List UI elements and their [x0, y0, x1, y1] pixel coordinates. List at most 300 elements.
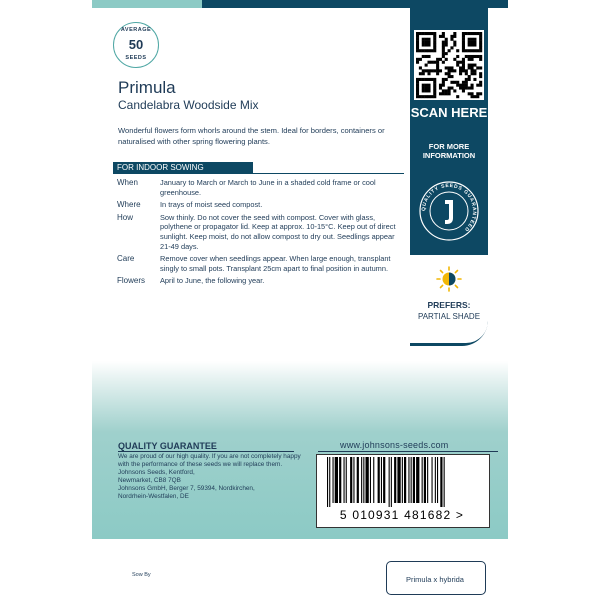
barcode-bar — [329, 457, 330, 507]
qr-module — [430, 49, 433, 52]
qr-module — [433, 95, 436, 98]
qr-module — [433, 46, 436, 49]
qr-module — [422, 49, 425, 52]
qr-module — [416, 78, 419, 81]
qr-module — [462, 41, 465, 44]
qr-module — [473, 78, 476, 81]
qr-module — [448, 87, 451, 90]
barcode-bar — [370, 457, 371, 503]
qr-module — [453, 32, 456, 35]
qr-module — [433, 61, 436, 64]
website-link[interactable]: www.johnsons-seeds.com — [340, 440, 449, 450]
qr-module — [471, 72, 474, 75]
qr-module — [473, 49, 476, 52]
qr-module — [433, 32, 436, 35]
qr-module — [459, 72, 462, 75]
qr-module — [450, 38, 453, 41]
average-seeds-badge — [113, 22, 159, 68]
qr-module — [427, 43, 430, 46]
qr-module — [479, 81, 482, 84]
qr-module — [425, 84, 428, 87]
qr-module — [462, 64, 465, 67]
qr-module — [442, 61, 445, 64]
qr-module — [427, 49, 430, 52]
barcode-bar — [427, 457, 428, 503]
qr-module — [445, 38, 448, 41]
product-variety: Candelabra Woodside Mix — [118, 98, 259, 112]
qr-module — [476, 32, 479, 35]
qr-module — [442, 46, 445, 49]
qr-module — [419, 78, 422, 81]
qr-module — [427, 61, 430, 64]
barcode-bar — [357, 457, 359, 503]
sow-by-label: Sow By — [132, 572, 151, 578]
qr-module — [427, 55, 430, 58]
barcode-bar — [411, 457, 412, 503]
qr-module — [468, 38, 471, 41]
qr-module — [430, 69, 433, 72]
qr-module — [465, 81, 468, 84]
qr-module — [427, 95, 430, 98]
qr-module — [450, 87, 453, 90]
guarantee-underline — [118, 451, 294, 452]
qr-module — [442, 52, 445, 55]
qr-module — [442, 92, 445, 95]
instruction-row — [117, 178, 407, 197]
qr-module — [471, 66, 474, 69]
qr-module — [462, 89, 465, 92]
qr-module — [425, 43, 428, 46]
qr-module — [448, 49, 451, 52]
qr-module — [442, 55, 445, 58]
qr-module — [419, 49, 422, 52]
qr-module — [433, 49, 436, 52]
qr-module — [471, 38, 474, 41]
qr-module — [427, 84, 430, 87]
qr-module — [416, 46, 419, 49]
qr-module — [465, 84, 468, 87]
qr-module — [425, 95, 428, 98]
qr-module — [479, 35, 482, 38]
qr-module — [427, 69, 430, 72]
qr-module — [425, 89, 428, 92]
qr-module — [442, 89, 445, 92]
qr-module — [436, 72, 439, 75]
barcode-bar — [381, 457, 382, 503]
partial-shade-icon — [436, 266, 462, 292]
qr-module — [468, 49, 471, 52]
qr-module — [468, 66, 471, 69]
barcode-bar — [339, 457, 341, 503]
qr-module — [468, 32, 471, 35]
instruction-label: Care — [117, 254, 135, 264]
qr-module — [427, 87, 430, 90]
barcode-bar — [363, 457, 364, 503]
qr-module — [471, 64, 474, 67]
qr-module — [479, 38, 482, 41]
qr-module — [479, 72, 482, 75]
qr-module — [416, 35, 419, 38]
barcode-bar — [335, 457, 338, 503]
qr-module — [439, 92, 442, 95]
qr-module — [416, 92, 419, 95]
qr-module — [462, 69, 465, 72]
qr-module — [479, 55, 482, 58]
qr-module — [445, 89, 448, 92]
qr-module — [476, 66, 479, 69]
qr-module — [471, 43, 474, 46]
qr-module — [416, 95, 419, 98]
qr-module — [439, 69, 442, 72]
qr-module — [468, 87, 471, 90]
qr-module — [416, 49, 419, 52]
qr-module — [427, 72, 430, 75]
qr-module — [442, 78, 445, 81]
qr-module — [416, 32, 419, 35]
instruction-text: Sow thinly. Do not cover the seed with compost. Cover with glass, polythene or propagator lid. Keep at approx. 10-15°C. Keep out of direct sunlight. Keep moist, do not allow compost to dry out. Seedlings appear 21-49 days. — [160, 212, 396, 251]
qr-module — [465, 69, 468, 72]
qr-module — [425, 78, 428, 81]
qr-module — [479, 41, 482, 44]
barcode-bar — [361, 457, 362, 503]
qr-module — [433, 89, 436, 92]
qr-module — [425, 49, 428, 52]
qr-module — [456, 55, 459, 58]
qr-module — [416, 81, 419, 84]
qr-module — [476, 55, 479, 58]
qr-module — [453, 89, 456, 92]
qr-module — [427, 78, 430, 81]
qr-module — [445, 78, 448, 81]
qr-module — [439, 84, 442, 87]
qr-module — [459, 69, 462, 72]
barcode-bar — [383, 457, 385, 503]
indoor-sowing-heading: FOR INDOOR SOWING — [113, 162, 253, 173]
qr-module — [465, 32, 468, 35]
qr-module — [468, 43, 471, 46]
barcode-bar — [424, 457, 426, 503]
qr-module — [468, 41, 471, 44]
qr-module — [448, 72, 451, 75]
section-divider — [113, 173, 404, 174]
instruction-text: January to March or March to June in a shaded cold frame or cool greenhouse. — [160, 178, 376, 197]
qr-module — [442, 35, 445, 38]
barcode-bar — [327, 457, 328, 507]
instruction-text: April to June, the following year. — [160, 276, 265, 286]
barcode-bar — [404, 457, 406, 503]
guarantee-body: We are proud of our high quality. If you are not completely happy with the performance of these seeds we will replace them. — [118, 453, 301, 468]
qr-module — [473, 38, 476, 41]
qr-module — [433, 41, 436, 44]
address-line: Johnsons Seeds, Kentford, — [118, 469, 195, 476]
more-info-label: FOR MORE INFORMATION — [422, 142, 476, 160]
qr-module — [430, 32, 433, 35]
barcode-icon — [317, 455, 489, 507]
qr-module — [450, 81, 453, 84]
qr-module — [462, 87, 465, 90]
barcode-bar — [389, 457, 390, 507]
qr-module — [430, 78, 433, 81]
qr-module — [422, 69, 425, 72]
qr-module — [422, 95, 425, 98]
qr-module — [433, 84, 436, 87]
qr-module — [433, 69, 436, 72]
guarantee-text — [118, 453, 308, 501]
qr-module — [450, 46, 453, 49]
top-accent-teal — [92, 0, 202, 8]
qr-module — [450, 35, 453, 38]
qr-module — [425, 32, 428, 35]
barcode-bar — [408, 457, 409, 503]
qr-module — [442, 43, 445, 46]
qr-module — [448, 75, 451, 78]
qr-module — [476, 95, 479, 98]
barcode-bar — [391, 457, 392, 507]
qr-module — [462, 49, 465, 52]
qr-module — [456, 61, 459, 64]
barcode-bar — [435, 457, 436, 503]
instruction-label: How — [117, 212, 134, 222]
qr-module — [425, 87, 428, 90]
barcode-bar — [378, 457, 380, 503]
qr-module — [439, 87, 442, 90]
qr-module — [479, 58, 482, 61]
qr-module — [427, 38, 430, 41]
qr-module — [436, 64, 439, 67]
barcode-bar — [416, 457, 419, 503]
qr-module — [450, 69, 453, 72]
qr-module — [471, 92, 474, 95]
qr-module — [445, 43, 448, 46]
qr-module — [433, 81, 436, 84]
qr-module — [422, 41, 425, 44]
qr-module — [459, 84, 462, 87]
qr-module — [425, 41, 428, 44]
qr-module — [416, 84, 419, 87]
qr-module — [468, 75, 471, 78]
barcode-bar — [422, 457, 423, 503]
qr-module — [425, 69, 428, 72]
qr-module — [473, 41, 476, 44]
qr-module — [433, 78, 436, 81]
qr-module — [453, 58, 456, 61]
qr-module — [445, 41, 448, 44]
qr-module — [471, 49, 474, 52]
instruction-row — [117, 254, 407, 273]
qr-module — [448, 69, 451, 72]
barcode-bar — [373, 457, 374, 503]
qr-module — [453, 81, 456, 84]
barcode-bar — [394, 457, 396, 503]
qr-module — [433, 38, 436, 41]
top-accent-navy — [202, 0, 508, 8]
instruction-row — [117, 213, 407, 251]
instruction-row — [117, 200, 407, 210]
badge-top-text: AVERAGE — [120, 27, 152, 33]
qr-module — [459, 66, 462, 69]
qr-module — [442, 41, 445, 44]
qr-module — [476, 84, 479, 87]
qr-module — [419, 32, 422, 35]
badge-seed-count: 50 — [128, 37, 144, 52]
barcode-number: 5 010931 481682 > — [339, 508, 465, 522]
qr-module — [456, 49, 459, 52]
address-line: Nordrhein-Westfalen, DE — [118, 493, 189, 500]
qr-module — [442, 32, 445, 35]
qr-module — [479, 92, 482, 95]
barcode-bar — [440, 457, 442, 507]
qr-module — [468, 78, 471, 81]
qr-module — [462, 32, 465, 35]
qr-module — [465, 55, 468, 58]
instruction-text: Remove cover when seedlings appear. When large enough, transplant singly to small pots. Transplant 25cm apart to final position in autumn. — [160, 254, 391, 273]
qr-module — [416, 38, 419, 41]
barcode-bar — [413, 457, 415, 503]
qr-module — [422, 72, 425, 75]
barcode-bar — [350, 457, 352, 503]
qr-module — [436, 66, 439, 69]
barcode-bar — [432, 457, 433, 503]
qr-module — [468, 58, 471, 61]
instruction-label: Flowers — [117, 276, 146, 286]
qr-module — [422, 87, 425, 90]
qr-module — [445, 52, 448, 55]
species-name: Primula x hybrida — [406, 575, 464, 584]
qr-module — [416, 87, 419, 90]
qr-module — [456, 95, 459, 98]
qr-module — [479, 43, 482, 46]
qr-module — [471, 32, 474, 35]
qr-module — [459, 87, 462, 90]
instruction-row — [117, 276, 407, 286]
qr-module — [462, 43, 465, 46]
address-line: Johnsons GmbH, Berger 7, 59394, Nordkirchen, — [118, 485, 255, 492]
qr-module — [462, 38, 465, 41]
qr-module — [468, 55, 471, 58]
qr-module — [471, 58, 474, 61]
instruction-label: When — [117, 178, 138, 187]
barcode-bar — [353, 457, 354, 503]
qr-module — [479, 84, 482, 87]
qr-module — [473, 55, 476, 58]
seal-text: QUALITY SEEDS GUARANTEED — [420, 182, 478, 233]
qr-module — [462, 84, 465, 87]
qr-module — [459, 61, 462, 64]
qr-module — [439, 58, 442, 61]
qr-module — [416, 43, 419, 46]
qr-module — [453, 43, 456, 46]
product-name: Primula — [118, 78, 176, 97]
qr-module — [479, 66, 482, 69]
product-intro: Wonderful flowers form whorls around the stem. Ideal for borders, containers or naturalised with other spring flowering plants. — [118, 126, 385, 146]
qr-module — [476, 49, 479, 52]
qr-module — [425, 64, 428, 67]
qr-module — [416, 89, 419, 92]
qr-module — [422, 55, 425, 58]
qr-module — [465, 87, 468, 90]
qr-module — [473, 69, 476, 72]
qr-module — [473, 64, 476, 67]
qr-module — [456, 81, 459, 84]
barcode-bar — [346, 457, 347, 503]
qr-module — [448, 92, 451, 95]
qr-module — [433, 35, 436, 38]
qr-module — [442, 81, 445, 84]
qr-module — [468, 92, 471, 95]
qr-module — [422, 38, 425, 41]
qr-module — [456, 84, 459, 87]
qr-module — [462, 66, 465, 69]
website-underline — [318, 451, 498, 452]
qr-module — [473, 32, 476, 35]
qr-module — [425, 38, 428, 41]
qr-module — [462, 46, 465, 49]
qr-module — [462, 61, 465, 64]
qr-module — [442, 49, 445, 52]
qr-module — [427, 89, 430, 92]
qr-module — [448, 89, 451, 92]
barcode-bar — [397, 457, 400, 503]
qr-module — [471, 69, 474, 72]
qr-module — [471, 95, 474, 98]
qr-module — [433, 43, 436, 46]
qr-module — [416, 61, 419, 64]
qr-module — [419, 58, 422, 61]
barcode-bar — [366, 457, 369, 503]
scan-here-label: SCAN HERE — [410, 105, 488, 120]
light-requirement: PARTIAL SHADE — [417, 312, 481, 321]
qr-module — [479, 32, 482, 35]
qr-module — [430, 61, 433, 64]
qr-module — [427, 41, 430, 44]
qr-module — [465, 72, 468, 75]
prefers-label: PREFERS: — [427, 300, 471, 310]
qr-module — [433, 87, 436, 90]
qr-module — [422, 84, 425, 87]
barcode-bar — [402, 457, 403, 503]
qr-module — [433, 92, 436, 95]
qr-module — [416, 58, 419, 61]
qr-module — [465, 78, 468, 81]
qr-module — [416, 41, 419, 44]
qr-module — [436, 61, 439, 64]
sowing-instructions — [117, 178, 407, 289]
qr-module — [430, 95, 433, 98]
qr-module — [425, 55, 428, 58]
qr-module — [448, 66, 451, 69]
qr-code[interactable] — [414, 30, 484, 100]
qr-code-icon — [414, 30, 484, 100]
barcode-bar — [333, 457, 334, 503]
qr-module — [450, 66, 453, 69]
qr-module — [479, 75, 482, 78]
qr-module — [445, 92, 448, 95]
badge-bottom-text: SEEDS — [125, 55, 147, 61]
qr-module — [471, 55, 474, 58]
qr-module — [453, 69, 456, 72]
qr-module — [453, 35, 456, 38]
qr-module — [468, 64, 471, 67]
qr-module — [462, 58, 465, 61]
qr-module — [471, 87, 474, 90]
qr-module — [442, 84, 445, 87]
qr-module — [479, 49, 482, 52]
barcode-bar — [437, 457, 438, 503]
qr-module — [419, 72, 422, 75]
qr-module — [476, 92, 479, 95]
barcode-bar — [344, 457, 345, 503]
qr-module — [473, 43, 476, 46]
